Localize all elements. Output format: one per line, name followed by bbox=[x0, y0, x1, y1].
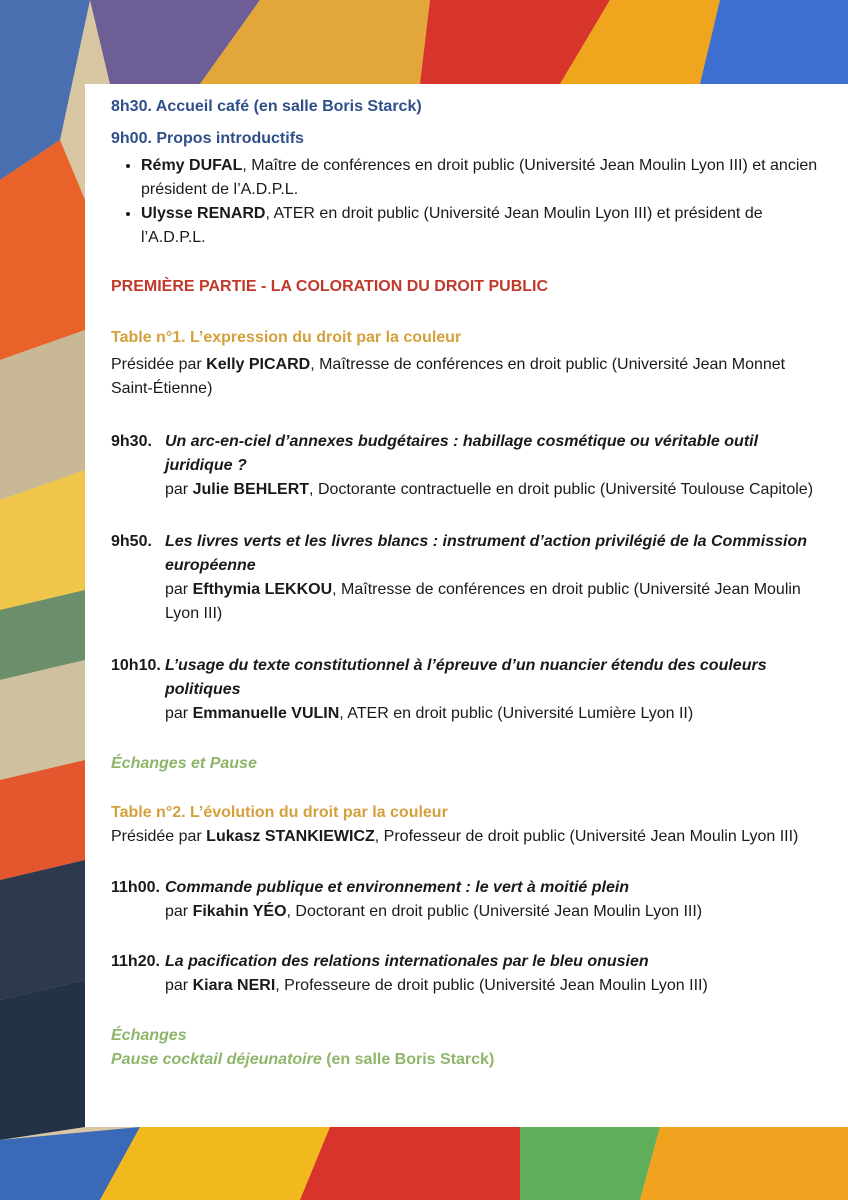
talk-item bbox=[111, 430, 828, 502]
talk-speaker-line bbox=[165, 478, 828, 502]
talk-speaker-line bbox=[165, 900, 828, 924]
talk-speaker: Kiara NERI bbox=[192, 977, 276, 994]
chair-prefix: Présidée par bbox=[111, 828, 207, 845]
intro-heading: 9h00. Propos introductifs bbox=[111, 130, 304, 147]
table2-chair bbox=[111, 825, 828, 849]
intro-speaker bbox=[141, 202, 828, 250]
talk-speaker-line bbox=[165, 974, 828, 998]
talk-speaker-desc: , Maîtresse de conférences en droit public (Université Jean Moulin Lyon III) bbox=[165, 581, 801, 622]
talk-title: L’usage du texte constitutionnel à l’épreuve d’un nuancier étendu des couleurs politiques bbox=[165, 657, 767, 698]
speaker-desc: , Maître de conférences en droit public (Université Jean Moulin Lyon III) et ancien président de l’A.D.P.L. bbox=[141, 157, 818, 198]
lunch-place: (en salle Boris Starck) bbox=[321, 1051, 495, 1068]
chair-name: Kelly PICARD bbox=[206, 356, 311, 373]
talk-speaker: Efthymia LEKKOU bbox=[192, 581, 333, 598]
table1-heading: Table n°1. L’expression du droit par la couleur bbox=[111, 329, 462, 346]
talk-speaker-line bbox=[165, 702, 828, 726]
welcome-line: 8h30. Accueil café (en salle Boris Starck) bbox=[111, 98, 422, 115]
talk-item bbox=[111, 530, 828, 626]
speaker-name: Rémy DUFAL bbox=[141, 157, 243, 174]
talk-speaker-desc: , ATER en droit public (Université Lumière Lyon II) bbox=[339, 705, 694, 722]
talk-by: par bbox=[165, 977, 193, 994]
talk-title: Les livres verts et les livres blancs : instrument d’action privilégié de la Commission européenne bbox=[165, 533, 808, 574]
talk-item bbox=[111, 950, 828, 998]
talk-by: par bbox=[165, 581, 193, 598]
talk-speaker-line bbox=[165, 578, 828, 626]
chair-prefix: Présidée par bbox=[111, 356, 207, 373]
intro-speakers bbox=[111, 154, 828, 250]
table2-heading: Table n°2. L’évolution du droit par la couleur bbox=[111, 804, 448, 821]
lunch-line bbox=[111, 1048, 828, 1072]
part-heading: PREMIÈRE PARTIE - LA COLORATION DU DROIT PUBLIC bbox=[111, 278, 549, 295]
talk-speaker: Julie BEHLERT bbox=[192, 481, 310, 498]
talk-speaker: Fikahin YÉO bbox=[192, 903, 287, 920]
exchanges-label: Échanges bbox=[111, 1027, 187, 1044]
talk-time: 9h50. bbox=[111, 533, 152, 550]
talk-item bbox=[111, 654, 828, 726]
chair-name: Lukasz STANKIEWICZ bbox=[206, 828, 375, 845]
talk-speaker-desc: , Doctorant en droit public (Université Jean Moulin Lyon III) bbox=[286, 903, 703, 920]
lunch-label: Pause cocktail déjeunatoire bbox=[111, 1051, 322, 1068]
talk-title: Un arc-en-ciel d’annexes budgétaires : habillage cosmétique ou véritable outil juridique ? bbox=[165, 433, 759, 474]
talk-title: La pacification des relations internationales par le bleu onusien bbox=[165, 953, 649, 970]
program-card bbox=[85, 84, 848, 1127]
talk-by: par bbox=[165, 903, 193, 920]
talk-item bbox=[111, 876, 828, 924]
chair-desc: , Professeur de droit public (Université Jean Moulin Lyon III) bbox=[374, 828, 799, 845]
talk-title: Commande publique et environnement : le vert à moitié plein bbox=[165, 879, 630, 896]
talk-by: par bbox=[165, 705, 193, 722]
talk-speaker-desc: , Professeure de droit public (Université Jean Moulin Lyon III) bbox=[275, 977, 708, 994]
talk-time: 11h20. bbox=[111, 953, 160, 970]
chair-desc: , Maîtresse de conférences en droit public (Université Jean Monnet Saint-Étienne) bbox=[111, 356, 786, 397]
break-label: Échanges et Pause bbox=[111, 755, 257, 772]
talk-speaker-desc: , Doctorante contractuelle en droit public (Université Toulouse Capitole) bbox=[309, 481, 814, 498]
speaker-desc: , ATER en droit public (Université Jean Moulin Lyon III) et président de l’A.D.P.L. bbox=[141, 205, 763, 246]
table1-chair bbox=[111, 353, 828, 401]
talk-by: par bbox=[165, 481, 193, 498]
intro-speaker bbox=[141, 154, 828, 202]
talk-time: 11h00. bbox=[111, 879, 160, 896]
talk-time: 9h30. bbox=[111, 433, 152, 450]
talk-speaker: Emmanuelle VULIN bbox=[192, 705, 340, 722]
speaker-name: Ulysse RENARD bbox=[141, 205, 266, 222]
talk-time: 10h10. bbox=[111, 657, 161, 674]
